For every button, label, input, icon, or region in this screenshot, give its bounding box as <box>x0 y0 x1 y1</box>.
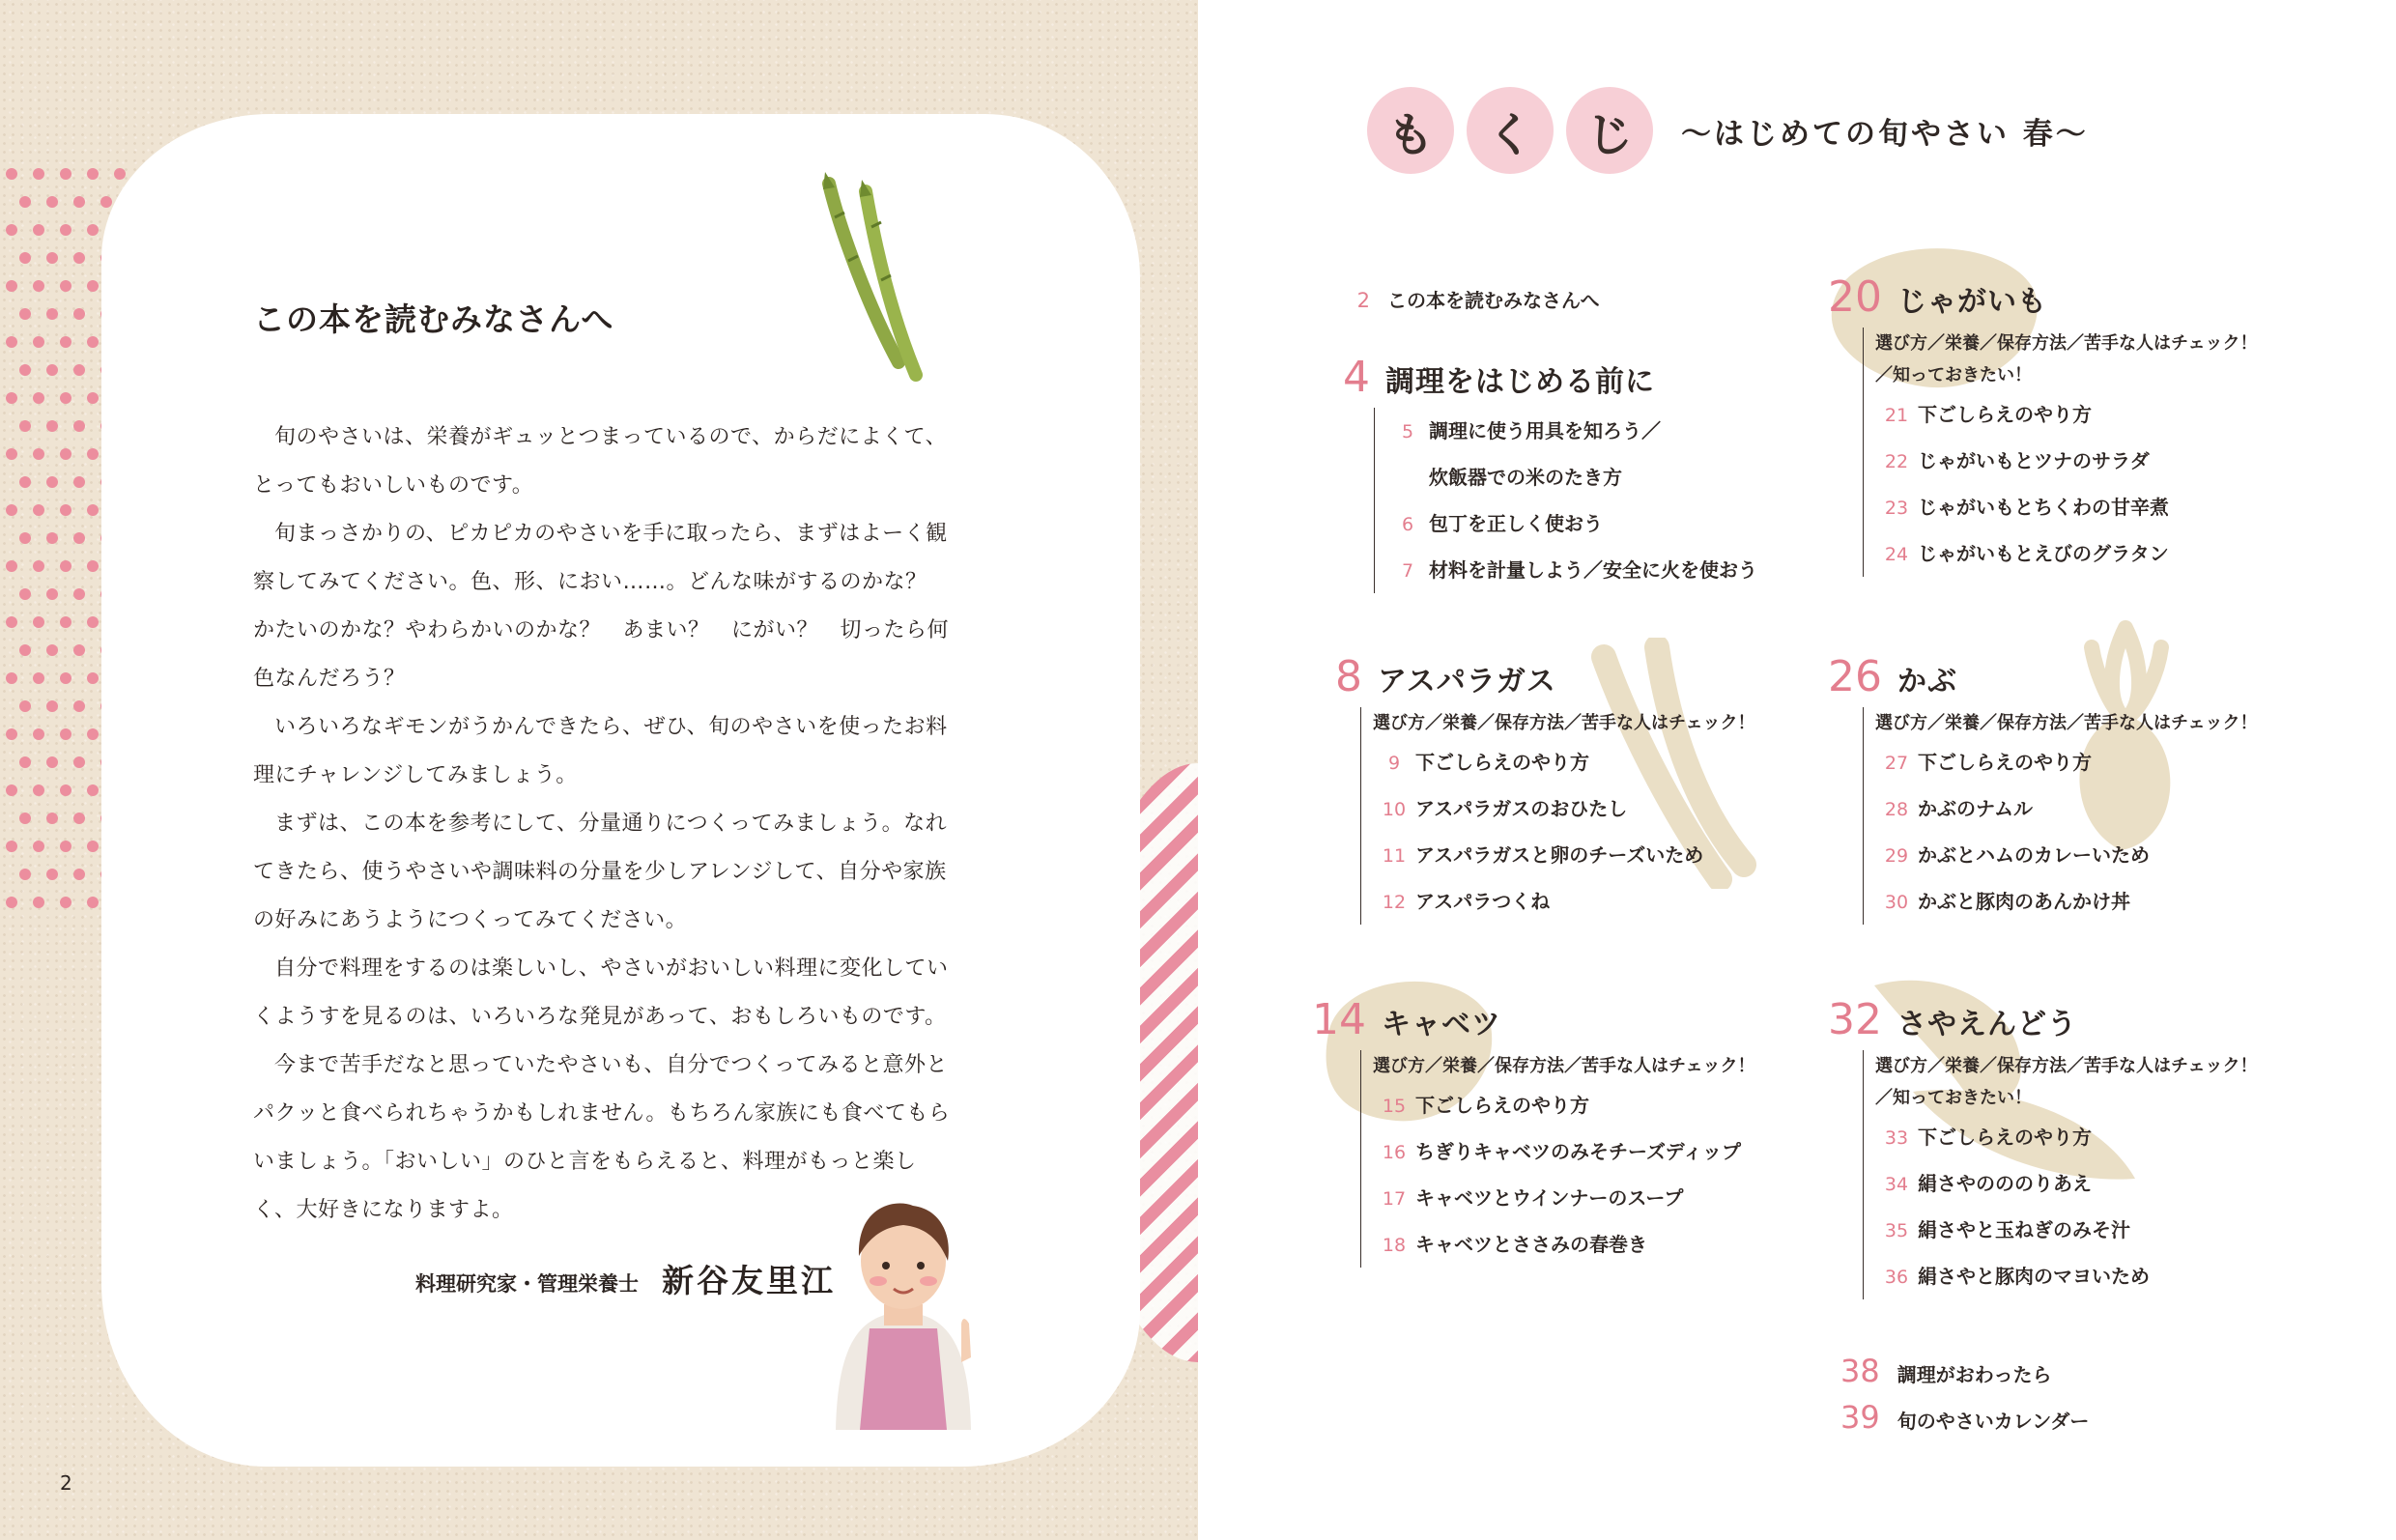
toc-item[interactable] <box>1373 1128 1754 1175</box>
pattern-dot <box>46 700 58 712</box>
toc-item-number: 15 <box>1382 1096 1407 1117</box>
pattern-dot <box>87 616 99 628</box>
toc-chapter-potato <box>1828 272 2257 577</box>
pattern-dot <box>33 616 44 628</box>
pattern-dot <box>19 644 31 656</box>
toc-item-number: 27 <box>1884 753 1909 774</box>
toc-item-number: 29 <box>1884 845 1909 867</box>
pattern-dot <box>19 308 31 320</box>
toc-item-number: 21 <box>1884 405 1909 426</box>
pattern-dot <box>19 813 31 824</box>
chapter-heading[interactable] <box>1335 652 1754 701</box>
toc-chapter-snowpea <box>1828 995 2257 1299</box>
pattern-dot <box>73 756 85 768</box>
pattern-dot <box>60 336 71 348</box>
chapter-heading[interactable] <box>1828 995 2257 1044</box>
toc-entry-after-cooking[interactable] <box>1840 1353 2052 1389</box>
toc-item[interactable] <box>1875 739 2257 785</box>
pattern-dot <box>46 476 58 488</box>
pattern-dot <box>33 336 44 348</box>
toc-chapter-cabbage <box>1312 995 1754 1268</box>
chapter-page-number: 14 <box>1312 995 1366 1044</box>
pattern-dot <box>87 897 99 908</box>
pattern-dot <box>73 700 85 712</box>
heading-char: じ <box>1566 87 1653 174</box>
pattern-dot <box>19 700 31 712</box>
pattern-dot <box>73 196 85 208</box>
toc-item[interactable] <box>1875 1160 2257 1207</box>
chapter-items <box>1360 707 1754 925</box>
toc-heading <box>1367 87 1653 174</box>
page-title: この本を読むみなさんへ <box>253 300 614 338</box>
chapter-heading[interactable] <box>1312 995 1754 1044</box>
toc-item-title: ちぎりキャベツのみそチーズディップ <box>1415 1140 1741 1163</box>
toc-item[interactable] <box>1875 1114 2257 1160</box>
pattern-dot <box>33 672 44 684</box>
pattern-dot <box>60 280 71 292</box>
toc-item-number: 23 <box>1884 498 1909 519</box>
pattern-dot <box>73 532 85 544</box>
toc-page-number: 2 <box>1356 289 1370 312</box>
toc-item-number: 7 <box>1401 560 1414 582</box>
chapter-description: 選び方／栄養／保存方法／苦手な人はチェック！ <box>1373 713 1755 733</box>
toc-item[interactable] <box>1386 547 1757 593</box>
toc-item[interactable] <box>1875 785 2257 832</box>
pattern-dot <box>87 392 99 404</box>
chapter-description: 選び方／栄養／保存方法／苦手な人はチェック！ <box>1373 1056 1755 1076</box>
chapter-description: 選び方／栄養／保存方法／苦手な人はチェック！ <box>1875 713 2258 733</box>
chapter-page-number: 26 <box>1828 652 1882 701</box>
chapter-heading[interactable] <box>1828 272 2257 322</box>
pattern-dot <box>87 728 99 740</box>
toc-title: 旬のやさいカレンダー <box>1897 1410 2090 1433</box>
toc-item[interactable] <box>1875 484 2257 530</box>
toc-item[interactable] <box>1386 408 1757 500</box>
pattern-dot <box>73 420 85 432</box>
pattern-dot <box>87 168 99 180</box>
pattern-dot <box>19 532 31 544</box>
pattern-dot <box>73 252 85 264</box>
toc-item-number: 9 <box>1387 753 1401 774</box>
right-page <box>1198 0 2396 1540</box>
toc-item[interactable] <box>1875 1207 2257 1253</box>
intro-paragraph: まずは、この本を参考にして、分量通りにつくってみましょう。なれてきたら、使うやさいや調味料の分量を少しアレンジして、自分や家族の好みにあうようにつくってみてください。 <box>253 812 948 932</box>
pattern-dot <box>87 336 99 348</box>
pattern-dot <box>6 168 17 180</box>
pattern-dot <box>87 280 99 292</box>
toc-item-title: じゃがいもとちくわの甘辛煮 <box>1918 496 2169 519</box>
toc-subtitle: 〜はじめての旬やさい 春〜 <box>1681 117 2089 152</box>
toc-chapter-turnip <box>1828 652 2257 925</box>
toc-item[interactable] <box>1875 1253 2257 1299</box>
pattern-dot <box>60 448 71 460</box>
pattern-dot <box>73 476 85 488</box>
pattern-dot <box>87 224 99 236</box>
toc-page-number: 39 <box>1840 1399 1880 1436</box>
toc-page-number: 38 <box>1840 1353 1880 1389</box>
pattern-dot <box>6 728 17 740</box>
toc-item-title: 絹さやと玉ねぎのみそ汁 <box>1918 1218 2130 1241</box>
pattern-dot <box>100 196 112 208</box>
pattern-dot <box>60 168 71 180</box>
pattern-dot <box>73 869 85 880</box>
chapter-title: さやえんどう <box>1897 1008 2077 1041</box>
toc-item-number: 10 <box>1382 799 1407 820</box>
pattern-dot <box>73 813 85 824</box>
toc-item[interactable] <box>1875 878 2257 925</box>
chapter-heading[interactable] <box>1828 652 2257 701</box>
pattern-dot <box>6 392 17 404</box>
pattern-dot <box>6 336 17 348</box>
toc-item-title: 材料を計量しよう／安全に火を使おう <box>1429 558 1757 582</box>
toc-item-number: 34 <box>1884 1174 1909 1195</box>
pattern-dot <box>19 252 31 264</box>
chapter-description: 選び方／栄養／保存方法／苦手な人はチェック！ <box>1875 333 2258 354</box>
chef-illustration <box>816 1169 990 1430</box>
chapter-page-number: 8 <box>1335 652 1362 701</box>
toc-item-title: 包丁を正しく使おう <box>1429 512 1603 535</box>
pattern-dot <box>46 756 58 768</box>
chapter-title: じゃがいも <box>1897 285 2047 319</box>
toc-item-number: 35 <box>1884 1220 1909 1241</box>
pattern-dot <box>19 869 31 880</box>
toc-item-number: 6 <box>1401 514 1414 535</box>
toc-item-title: かぶと豚肉のあんかけ丼 <box>1918 890 2130 913</box>
pattern-dot <box>46 308 58 320</box>
toc-item-title: かぶとハムのカレーいため <box>1918 843 2150 867</box>
pattern-dot <box>33 728 44 740</box>
pattern-dot <box>33 224 44 236</box>
pattern-dot <box>87 504 99 516</box>
pattern-dot <box>6 897 17 908</box>
chapter-title: かぶ <box>1897 665 1957 699</box>
toc-item-title: キャベツとささみの春巻き <box>1415 1233 1647 1256</box>
chapter-page-number: 32 <box>1828 995 1882 1044</box>
toc-item-title: じゃがいもとツナのサラダ <box>1918 449 2150 472</box>
toc-item[interactable] <box>1875 438 2257 484</box>
chapter-title: アスパラガス <box>1378 665 1556 699</box>
pattern-dot <box>46 252 58 264</box>
pattern-dot <box>6 504 17 516</box>
pattern-dot <box>60 560 71 572</box>
toc-title: この本を読むみなさんへ <box>1387 289 1600 312</box>
toc-item-title: 下ごしらえのやり方 <box>1918 1126 2092 1149</box>
intro-paragraph: 今まで苦手だなと思っていたやさいも、自分でつくってみると意外とパクッと食べられちゃうかもしれません。もちろん家族にも食べてもらいましょう。「おいしい」のひと言をもらえると、料理がもっと楽しく、大好きになりますよ。 <box>253 1053 951 1222</box>
pattern-dot <box>60 224 71 236</box>
pattern-dot <box>6 841 17 852</box>
chapter-items <box>1863 328 2257 577</box>
pattern-dot <box>46 420 58 432</box>
pattern-dot <box>87 784 99 796</box>
toc-item[interactable] <box>1373 1221 1754 1268</box>
toc-title: 調理がおわったら <box>1897 1363 2052 1386</box>
toc-item-title: じゃがいもとえびのグラタン <box>1918 542 2169 565</box>
pattern-dot <box>60 841 71 852</box>
pattern-dot <box>33 560 44 572</box>
toc-item-number: 17 <box>1382 1188 1407 1210</box>
toc-item-number: 11 <box>1382 845 1407 867</box>
toc-item[interactable] <box>1373 878 1754 925</box>
toc-item-title: 下ごしらえのやり方 <box>1918 751 2092 774</box>
chapter-items <box>1374 408 1757 593</box>
toc-item-number: 16 <box>1382 1142 1407 1163</box>
toc-item[interactable] <box>1373 1175 1754 1221</box>
toc-item-line: 調理に使う用具を知ろう／ <box>1429 419 1661 442</box>
chapter-title: 調理をはじめる前に <box>1385 365 1655 399</box>
toc-item[interactable] <box>1875 530 2257 577</box>
chapter-items <box>1863 707 2257 925</box>
pattern-dot <box>6 448 17 460</box>
toc-item-number: 36 <box>1884 1267 1909 1288</box>
toc-item-title: 下ごしらえのやり方 <box>1415 751 1589 774</box>
toc-item-number: 33 <box>1884 1127 1909 1149</box>
chapter-page-number: 20 <box>1828 272 1882 322</box>
toc-chapter-asparagus <box>1335 652 1754 925</box>
author-name: 新谷友里江 <box>662 1262 836 1299</box>
intro-paragraph: いろいろなギモンがうかんできたら、ぜひ、旬のやさいを使ったお料理にチャレンジしてみましょう。 <box>253 715 948 787</box>
pattern-dot <box>33 897 44 908</box>
chapter-page-number: 4 <box>1343 353 1370 402</box>
toc-item-number: 18 <box>1382 1235 1407 1256</box>
chapter-items <box>1863 1050 2257 1299</box>
pattern-dot <box>33 784 44 796</box>
toc-item[interactable] <box>1373 785 1754 832</box>
pattern-dot <box>73 588 85 600</box>
pattern-dot <box>33 280 44 292</box>
intro-paragraph: 自分で料理をするのは楽しいし、やさいがおいしい料理に変化していくようすを見るのは、いろいろな発見があって、おもしろいものです。 <box>253 956 949 1029</box>
page-number: 2 <box>60 1471 72 1495</box>
chapter-heading[interactable] <box>1343 353 1757 402</box>
pattern-dot <box>46 588 58 600</box>
pattern-dot <box>60 616 71 628</box>
pattern-dot <box>60 897 71 908</box>
toc-item[interactable] <box>1875 832 2257 878</box>
pattern-dot <box>46 196 58 208</box>
pattern-dot <box>33 392 44 404</box>
pattern-dot <box>60 504 71 516</box>
toc-item[interactable] <box>1875 391 2257 438</box>
pattern-dot <box>46 644 58 656</box>
pattern-dot <box>60 728 71 740</box>
pattern-dot <box>87 448 99 460</box>
pattern-dot <box>33 504 44 516</box>
pattern-dot <box>33 168 44 180</box>
pattern-dot <box>33 448 44 460</box>
asparagus-illustration <box>802 164 956 386</box>
toc-item-title: 下ごしらえのやり方 <box>1415 1094 1589 1117</box>
toc-item[interactable] <box>1386 500 1757 547</box>
toc-item-title: アスパラガスと卵のチーズいため <box>1415 843 1704 867</box>
toc-item-number: 22 <box>1884 451 1909 472</box>
pattern-dot <box>6 784 17 796</box>
pattern-dot <box>73 308 85 320</box>
pattern-dot <box>6 616 17 628</box>
pattern-dot <box>19 756 31 768</box>
toc-item-title: 絹さやのののりあえ <box>1918 1172 2092 1195</box>
pattern-dot <box>87 672 99 684</box>
toc-item-title: 絹さやと豚肉のマヨいため <box>1918 1265 2150 1288</box>
pattern-dot <box>60 784 71 796</box>
toc-item-number: 24 <box>1884 544 1909 565</box>
pattern-dot <box>19 196 31 208</box>
heading-char: く <box>1467 87 1554 174</box>
pattern-dot <box>87 560 99 572</box>
toc-chapter-cooking-basics <box>1343 353 1757 593</box>
pattern-dot <box>46 869 58 880</box>
pattern-dot <box>60 672 71 684</box>
pattern-dot <box>6 560 17 572</box>
pattern-dot <box>46 364 58 376</box>
intro-paragraph: 旬まっさかりの、ピカピカのやさいを手に取ったら、まずはよーく観察してみてください。色、形、におい……。どんな味がするのかな？ かたいのかな？やわらかいのかな？ あまい？ にがい？ 切ったら何色なんだろう？ <box>253 522 950 691</box>
pattern-dot <box>87 841 99 852</box>
pattern-dot <box>33 841 44 852</box>
toc-item-title: アスパラガスのおひたし <box>1415 797 1628 820</box>
intro-paragraph: 旬のやさいは、栄養がギュッとつまっているので、からだによくて、とってもおいしいものです。 <box>253 425 948 498</box>
chapter-description: ／知っておきたい！ <box>1875 1088 2032 1108</box>
pattern-dot <box>60 392 71 404</box>
toc-item-title: アスパラつくね <box>1415 890 1551 913</box>
pattern-dot <box>114 168 126 180</box>
toc-item-title: かぶのナムル <box>1918 797 2033 820</box>
chapter-title: キャベツ <box>1382 1008 1501 1041</box>
pattern-dot <box>6 224 17 236</box>
pattern-dot <box>19 588 31 600</box>
toc-item[interactable] <box>1373 1082 1754 1128</box>
toc-entry-calendar[interactable] <box>1840 1399 2089 1436</box>
pattern-dot <box>6 672 17 684</box>
toc-item[interactable] <box>1373 739 1754 785</box>
pattern-dot <box>19 364 31 376</box>
toc-item-number: 5 <box>1401 421 1414 442</box>
author-role: 料理研究家・管理栄養士 <box>415 1272 639 1296</box>
toc-entry-intro[interactable] <box>1343 285 1600 313</box>
toc-item-title <box>1429 408 1661 500</box>
pattern-dot <box>19 476 31 488</box>
pattern-dot <box>6 280 17 292</box>
intro-text <box>253 414 958 1235</box>
toc-item-line: 炊飯器での米のたき方 <box>1429 466 1622 489</box>
pattern-dot <box>73 644 85 656</box>
chapter-description: 選び方／栄養／保存方法／苦手な人はチェック！ <box>1875 1056 2258 1076</box>
chapter-items <box>1360 1050 1754 1268</box>
pattern-dot <box>46 532 58 544</box>
toc-item-number: 12 <box>1382 892 1407 913</box>
heading-char: も <box>1367 87 1454 174</box>
chapter-description: ／知っておきたい！ <box>1875 365 2032 385</box>
toc-item-number: 30 <box>1884 892 1909 913</box>
toc-item[interactable] <box>1373 832 1754 878</box>
pattern-dot <box>73 364 85 376</box>
toc-item-title: キャベツとウインナーのスープ <box>1415 1186 1684 1210</box>
toc-item-number: 28 <box>1884 799 1909 820</box>
toc-item-title: 下ごしらえのやり方 <box>1918 403 2092 426</box>
pattern-dot <box>19 420 31 432</box>
pattern-dot <box>46 813 58 824</box>
